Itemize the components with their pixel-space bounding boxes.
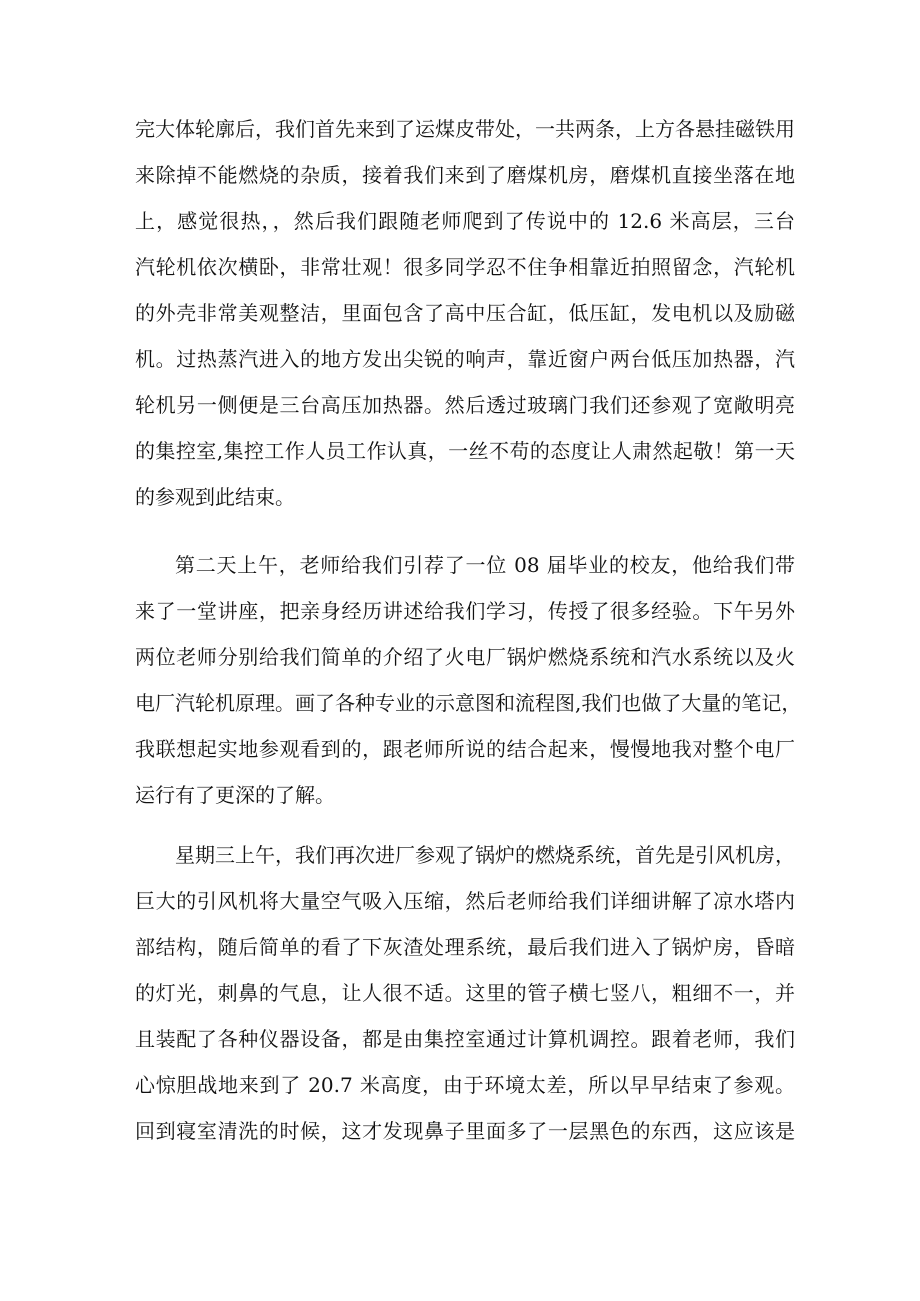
paragraph-line: 汽轮机依次横卧，非常壮观！很多同学忍不住争相靠近拍照留念，汽轮机 bbox=[135, 255, 795, 279]
paragraph-line: 的灯光，刺鼻的气息，让人很不适。这里的管子横七竖八，粗细不一，并 bbox=[135, 981, 795, 1005]
paragraph-line: 运行有了更深的了解。 bbox=[135, 783, 335, 807]
paragraph-2 bbox=[135, 542, 802, 818]
paragraph-line: 且装配了各种仪器设备，都是由集控室通过计算机调控。跟着老师，我们 bbox=[135, 1027, 795, 1051]
paragraph-line: 来了一堂讲座，把亲身经历讲述给我们学习，传授了很多经验。下午另外 bbox=[135, 599, 795, 623]
paragraph-line: 我联想起实地参观看到的，跟老师所说的结合起来，慢慢地我对整个电厂 bbox=[135, 737, 795, 761]
paragraph-line: 完大体轮廓后，我们首先来到了运煤皮带处，一共两条，上方各悬挂磁铁用 bbox=[135, 117, 795, 141]
paragraph-line: 部结构，随后简单的看了下灰渣处理系统，最后我们进入了锅炉房，昏暗 bbox=[135, 935, 795, 959]
paragraph-line: 的外壳非常美观整洁，里面包含了高中压合缸，低压缸，发电机以及励磁 bbox=[135, 301, 795, 325]
paragraph-line: 星期三上午，我们再次进厂参观了锅炉的燃烧系统，首先是引风机房， bbox=[175, 843, 795, 867]
paragraph-line: 回到寝室清洗的时候，这才发现鼻子里面多了一层黑色的东西，这应该是 bbox=[135, 1119, 795, 1143]
paragraph-line: 上，感觉很热，，然后我们跟随老师爬到了传说中的 12.6 米高层，三台 bbox=[135, 209, 795, 233]
paragraph-3 bbox=[135, 832, 795, 1154]
paragraph-1 bbox=[135, 106, 795, 520]
paragraph-line: 来除掉不能燃烧的杂质，接着我们来到了磨煤机房，磨煤机直接坐落在地 bbox=[135, 163, 795, 187]
paragraph-line: 的集控室,集控工作人员工作认真，一丝不苟的态度让人肃然起敬！第一天 bbox=[135, 439, 795, 463]
paragraph-line: 轮机另一侧便是三台高压加热器。然后透过玻璃门我们还参观了宽敞明亮 bbox=[135, 393, 795, 417]
paragraph-line: 心惊胆战地来到了 20.7 米高度，由于环境太差，所以早早结束了参观。 bbox=[135, 1073, 795, 1097]
paragraph-line: 两位老师分别给我们简单的介绍了火电厂锅炉燃烧系统和汽水系统以及火 bbox=[135, 645, 795, 669]
paragraph-line: 第二天上午，老师给我们引荐了一位 08 届毕业的校友，他给我们带 bbox=[175, 553, 795, 577]
paragraph-line: 的参观到此结束。 bbox=[135, 485, 295, 509]
paragraph-line: 巨大的引风机将大量空气吸入压缩，然后老师给我们详细讲解了凉水塔内 bbox=[135, 889, 795, 913]
paragraph-line: 电厂汽轮机原理。画了各种专业的示意图和流程图,我们也做了大量的笔记， bbox=[135, 691, 802, 715]
paragraph-line: 机。过热蒸汽进入的地方发出尖锐的响声，靠近窗户两台低压加热器，汽 bbox=[135, 347, 795, 371]
